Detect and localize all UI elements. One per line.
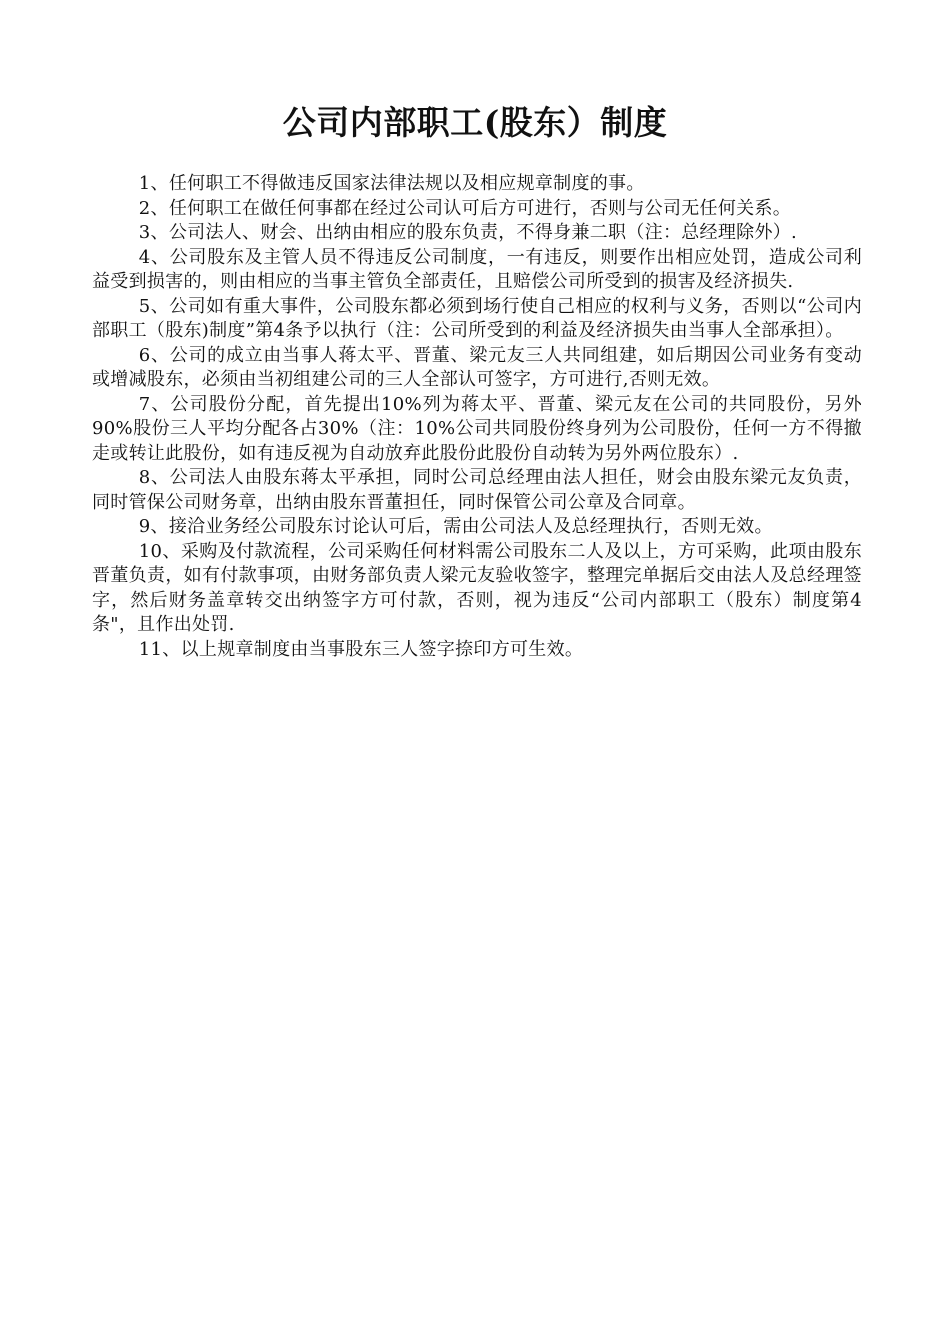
clause-5: 5、公司如有重大事件，公司股东都必须到场行使自己相应的权利与义务，否则以“公司内部职工（股东)制度”第4条予以执行（注：公司所受到的利益及经济损失由当事人全部承担）。 bbox=[92, 295, 862, 341]
document-title: 公司内部职工(股东）制度 bbox=[282, 103, 668, 142]
clause-10: 10、采购及付款流程，公司采购任何材料需公司股东二人及以上，方可采购，此项由股东晋董负责，如有付款事项，由财务部负责人梁元友验收签字，整理完单据后交由法人及总经理签字，然后财务盖章转交出纳签字方可付款，否则，视为违反“公司内部职工（股东）制度第4条"，且作出处罚. bbox=[92, 540, 862, 635]
clause-6: 6、公司的成立由当事人蒋太平、晋董、梁元友三人共同组建，如后期因公司业务有变动或增减股东，必须由当初组建公司的三人全部认可签字，方可进行,否则无效。 bbox=[92, 344, 862, 390]
clause-3: 3、公司法人、财会、出纳由相应的股东负责，不得身兼二职（注：总经理除外）. bbox=[138, 222, 798, 243]
clause-4: 4、公司股东及主管人员不得违反公司制度，一有违反，则要作出相应处罚，造成公司利益受到损害的，则由相应的当事主管负全部责任，且赔偿公司所受到的损害及经济损失. bbox=[92, 246, 862, 292]
clause-7: 7、公司股份分配，首先提出10%列为蒋太平、晋董、梁元友在公司的共同股份，另外90%股份三人平均分配各占30%（注：10%公司共同股份终身列为公司股份，任何一方不得撤走或转让此股份，如有违反视为自动放弃此股份此股份自动转为另外两位股东）. bbox=[92, 393, 862, 464]
clause-9: 9、接洽业务经公司股东讨论认可后，需由公司法人及总经理执行，否则无效。 bbox=[138, 516, 773, 537]
clause-11: 11、以上规章制度由当事股东三人签字捺印方可生效。 bbox=[138, 638, 584, 660]
clause-8: 8、公司法人由股东蒋太平承担，同时公司总经理由法人担任，财会由股东梁元友负责，同时管保公司财务章，出纳由股东晋董担任，同时保管公司公章及合同章。 bbox=[92, 467, 862, 513]
clause-1: 1、任何职工不得做违反国家法律法规以及相应规章制度的事。 bbox=[138, 173, 645, 194]
document-body bbox=[92, 172, 862, 662]
clause-2: 2、任何职工在做任何事都在经过公司认可后方可进行，否则与公司无任何关系。 bbox=[138, 197, 792, 219]
